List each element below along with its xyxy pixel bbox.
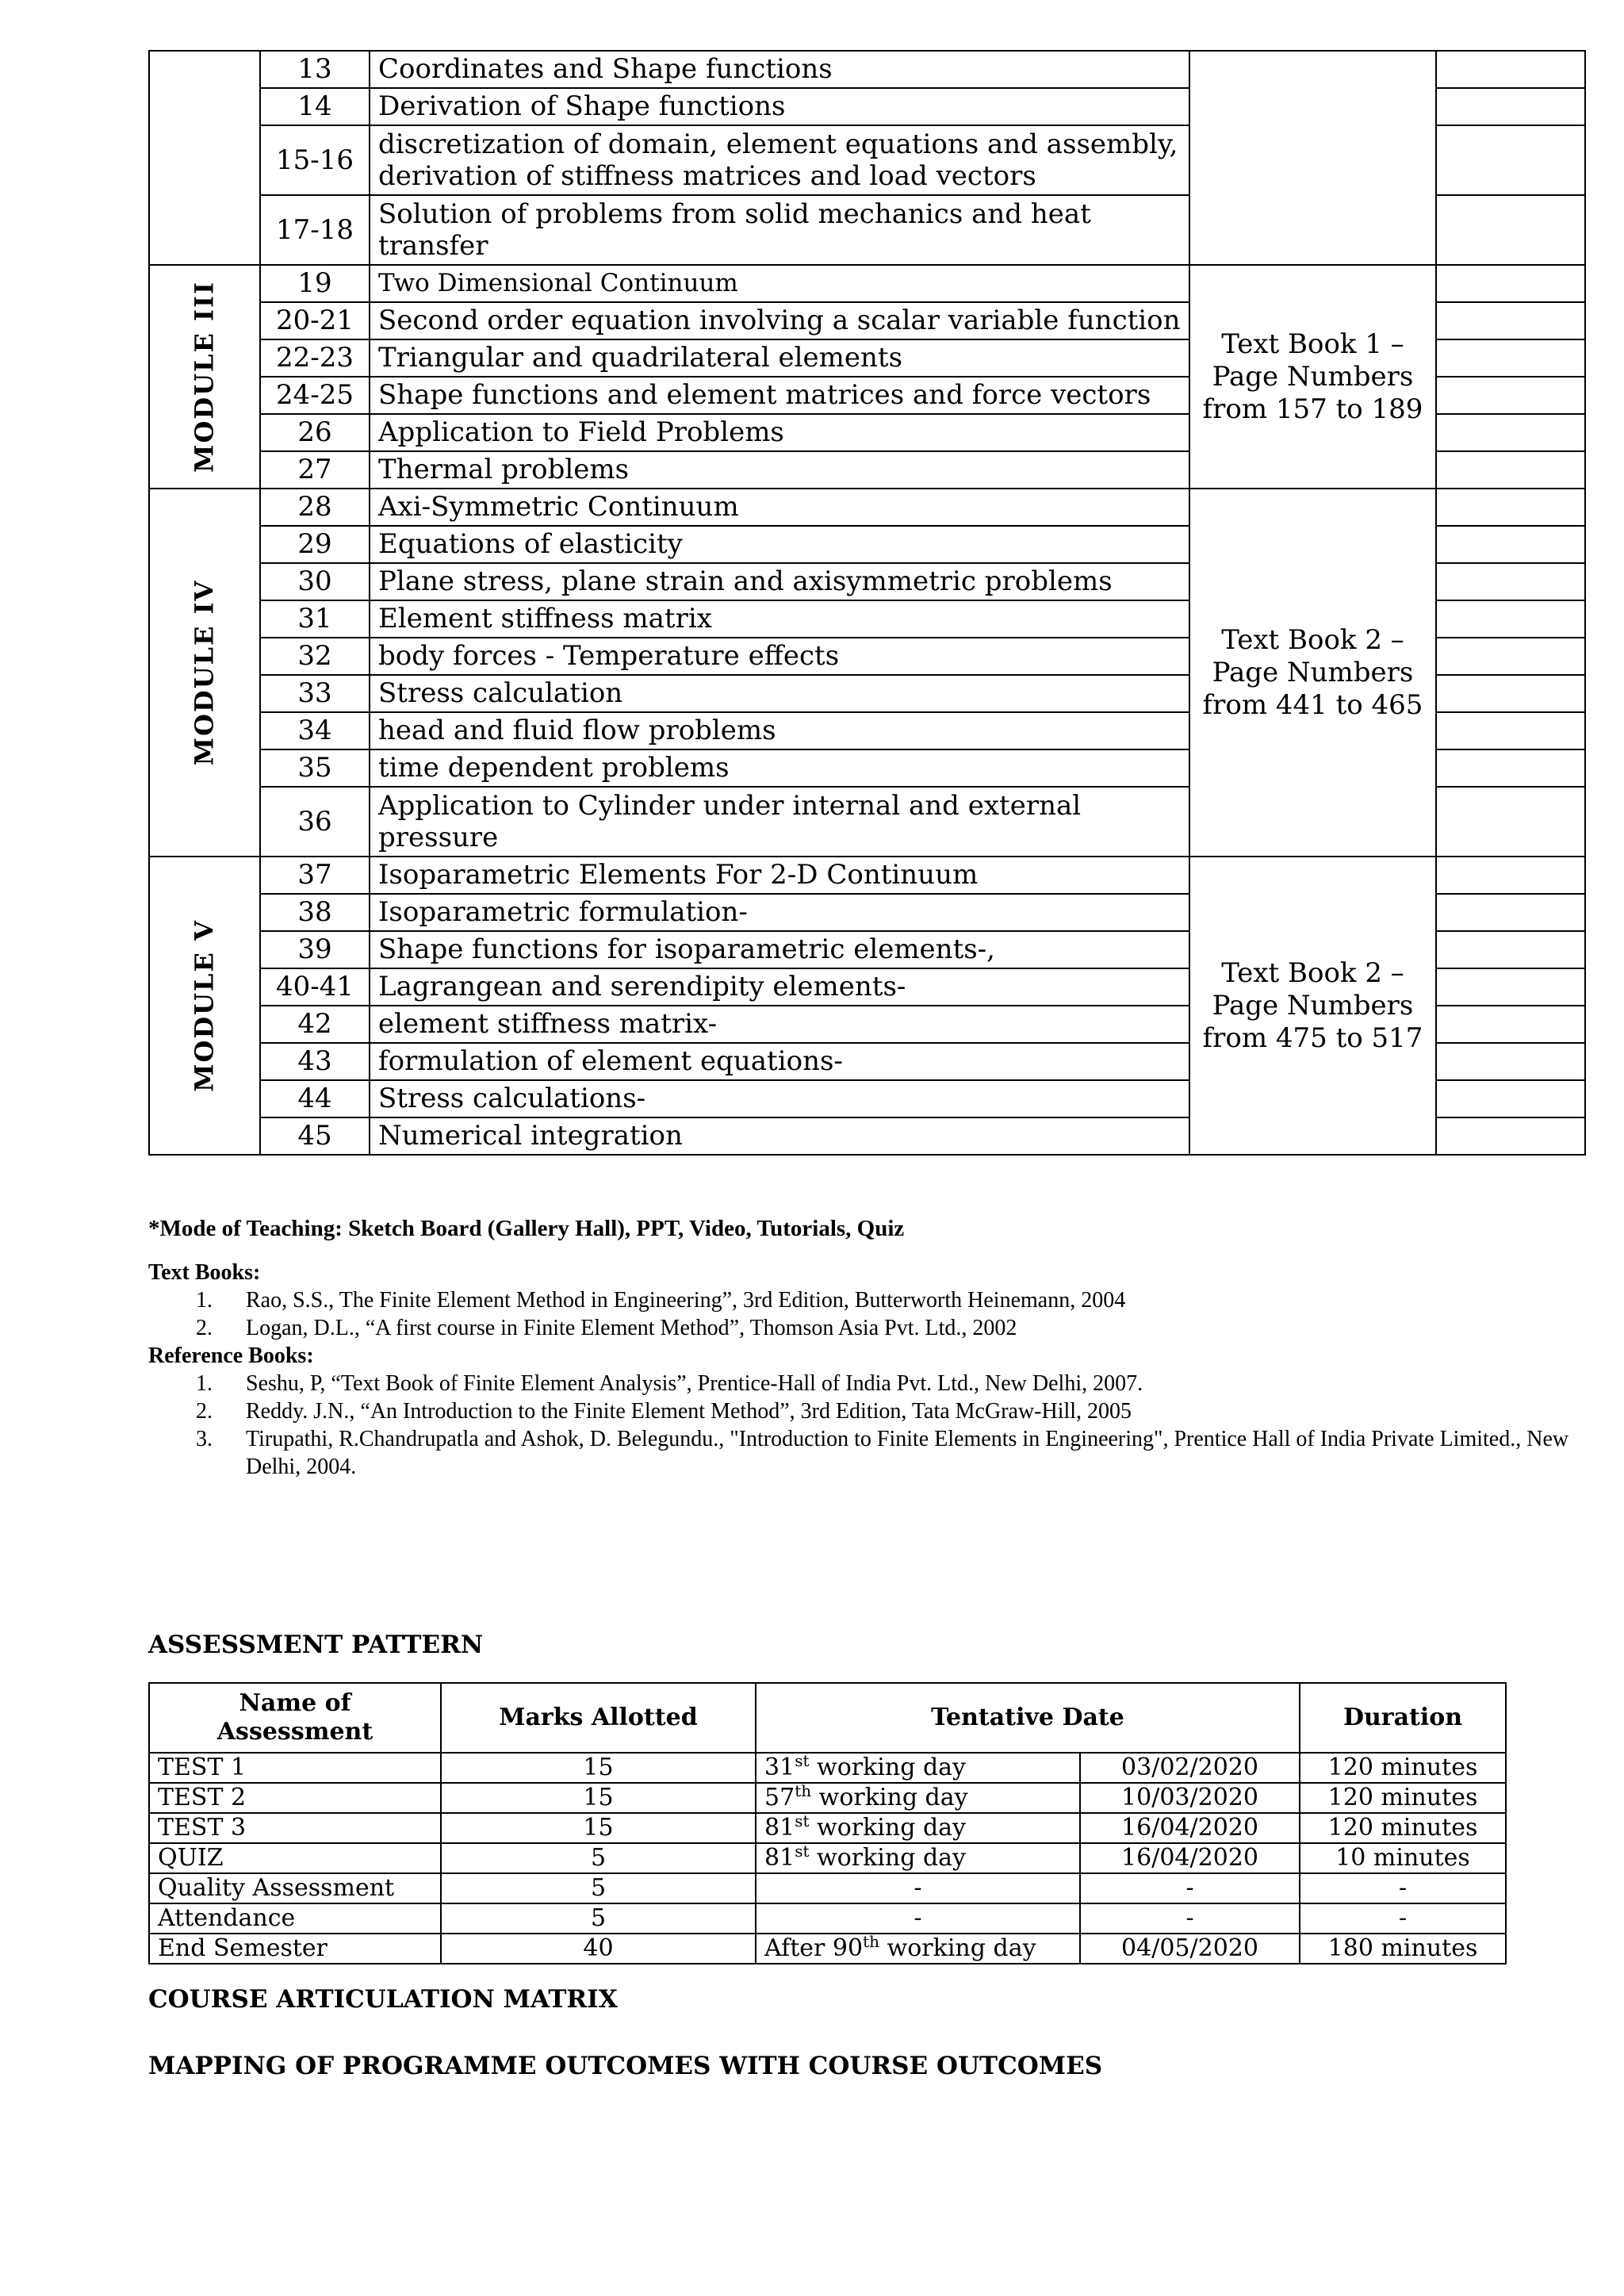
book-entry: Seshu, P, “Text Book of Finite Element Analysis”, Prentice-Hall of India Pvt. Ltd., New Delhi, 2007. xyxy=(246,1371,1143,1396)
working-day-number: 81 xyxy=(764,1814,795,1842)
session-number: 33 xyxy=(260,675,370,712)
module-cell-empty xyxy=(149,51,260,265)
working-day xyxy=(756,1783,1080,1813)
book-entry: Rao, S.S., The Finite Element Method in Engineering”, 3rd Edition, Butterworth Heinemann, 2004 xyxy=(246,1288,1126,1313)
marks-allotted: 5 xyxy=(441,1843,756,1873)
duration: - xyxy=(1300,1873,1506,1903)
duration: 120 minutes xyxy=(1300,1783,1506,1813)
remark-cell xyxy=(1436,125,1585,195)
table-header-row xyxy=(149,1683,1506,1753)
session-topic: discretization of domain, element equations and assembly, derivation of stiffness matrices and load vectors xyxy=(370,125,1189,195)
table-row xyxy=(149,489,1585,526)
session-topic: Stress calculations- xyxy=(370,1080,1189,1117)
remark-cell xyxy=(1436,894,1585,931)
session-topic: Numerical integration xyxy=(370,1117,1189,1155)
articulation-heading: COURSE ARTICULATION MATRIX xyxy=(148,1985,618,2014)
working-day xyxy=(756,1813,1080,1843)
session-topic: Plane stress, plane strain and axisymmetric problems xyxy=(370,563,1189,600)
books-section xyxy=(148,1259,1599,1481)
session-topic: Shape functions for isoparametric elements-, xyxy=(370,931,1189,968)
marks-allotted: 15 xyxy=(441,1753,756,1783)
session-number: 45 xyxy=(260,1117,370,1155)
session-number: 29 xyxy=(260,526,370,563)
working-day xyxy=(756,1843,1080,1873)
list-item xyxy=(148,1314,1599,1342)
session-topic: Shape functions and element matrices and force vectors xyxy=(370,377,1189,414)
list-item xyxy=(148,1286,1599,1314)
session-topic: Stress calculation xyxy=(370,675,1189,712)
duration: - xyxy=(1300,1903,1506,1934)
assessment-name: TEST 3 xyxy=(149,1813,441,1843)
session-number: 15-16 xyxy=(260,125,370,195)
lesson-plan-table xyxy=(148,50,1586,1156)
list-item xyxy=(148,1397,1599,1425)
column-header: Tentative Date xyxy=(756,1683,1300,1753)
marks-allotted: 40 xyxy=(441,1934,756,1964)
book-entry: Tirupathi, R.Chandrupatla and Ashok, D. Belegundu., "Introduction to Finite Elements in Engineering", Prentice Hall of India Private Limited., New Delhi, 2004. xyxy=(246,1427,1569,1479)
working-day-number: - xyxy=(914,1874,922,1902)
session-number: 37 xyxy=(260,857,370,894)
remark-cell xyxy=(1436,489,1585,526)
working-day-text: working day xyxy=(809,1844,966,1872)
working-day-text: working day xyxy=(879,1934,1036,1962)
assessment-body xyxy=(149,1753,1506,1964)
module-3-reference: Text Book 1 – Page Numbers from 157 to 189 xyxy=(1189,265,1436,489)
module-4-cell xyxy=(149,489,260,857)
remark-cell xyxy=(1436,51,1585,88)
session-topic: Equations of elasticity xyxy=(370,526,1189,563)
module-3-cell xyxy=(149,265,260,489)
session-topic: Derivation of Shape functions xyxy=(370,88,1189,125)
tentative-date: 04/05/2020 xyxy=(1080,1934,1300,1964)
remark-cell xyxy=(1436,339,1585,377)
marks-allotted: 5 xyxy=(441,1873,756,1903)
assessment-name: TEST 1 xyxy=(149,1753,441,1783)
remark-cell xyxy=(1436,1043,1585,1080)
session-number: 17-18 xyxy=(260,195,370,265)
table-row xyxy=(149,1873,1506,1903)
session-topic: time dependent problems xyxy=(370,749,1189,787)
remark-cell xyxy=(1436,195,1585,265)
module-4-label: MODULE IV xyxy=(189,579,220,766)
working-day-text: working day xyxy=(809,1814,966,1842)
session-number: 22-23 xyxy=(260,339,370,377)
tentative-date: 16/04/2020 xyxy=(1080,1843,1300,1873)
column-header: Duration xyxy=(1300,1683,1506,1753)
table-row xyxy=(149,857,1585,894)
marks-allotted: 5 xyxy=(441,1903,756,1934)
assessment-name: TEST 2 xyxy=(149,1783,441,1813)
working-day-number: - xyxy=(914,1904,922,1932)
assessment-table xyxy=(148,1682,1507,1964)
session-topic: Isoparametric Elements For 2-D Continuum xyxy=(370,857,1189,894)
session-number: 35 xyxy=(260,749,370,787)
book-entry: Logan, D.L., “A first course in Finite Element Method”, Thomson Asia Pvt. Ltd., 2002 xyxy=(246,1316,1017,1340)
session-number: 44 xyxy=(260,1080,370,1117)
remark-cell xyxy=(1436,526,1585,563)
duration: 10 minutes xyxy=(1300,1843,1506,1873)
remark-cell xyxy=(1436,638,1585,675)
remark-cell xyxy=(1436,302,1585,339)
module-3-label: MODULE III xyxy=(189,281,220,473)
session-number: 40-41 xyxy=(260,968,370,1006)
session-topic: Two Dimensional Continuum xyxy=(370,265,1189,302)
session-topic: Thermal problems xyxy=(370,451,1189,489)
remark-cell xyxy=(1436,931,1585,968)
table-row xyxy=(149,51,1585,88)
assessment-name: QUIZ xyxy=(149,1843,441,1873)
working-day xyxy=(756,1873,1080,1903)
session-number: 39 xyxy=(260,931,370,968)
assessment-heading: ASSESSMENT PATTERN xyxy=(148,1631,484,1659)
module-5-cell xyxy=(149,857,260,1155)
tentative-date: - xyxy=(1080,1903,1300,1934)
text-books-heading: Text Books: xyxy=(148,1260,261,1285)
table-row xyxy=(149,1813,1506,1843)
marks-allotted: 15 xyxy=(441,1813,756,1843)
working-day-text: working day xyxy=(811,1784,968,1811)
session-topic: formulation of element equations- xyxy=(370,1043,1189,1080)
table-row xyxy=(149,1843,1506,1873)
list-number: 1. xyxy=(196,1371,213,1396)
session-number: 31 xyxy=(260,600,370,638)
mapping-heading: MAPPING OF PROGRAMME OUTCOMES WITH COURSE OUTCOMES xyxy=(148,2052,1103,2080)
session-number: 38 xyxy=(260,894,370,931)
list-number: 1. xyxy=(196,1288,213,1313)
remark-cell xyxy=(1436,787,1585,857)
column-header: Marks Allotted xyxy=(441,1683,756,1753)
session-topic: Axi-Symmetric Continuum xyxy=(370,489,1189,526)
ordinal-suffix: st xyxy=(795,1843,810,1861)
remark-cell xyxy=(1436,414,1585,451)
tentative-date: 10/03/2020 xyxy=(1080,1783,1300,1813)
session-topic: Second order equation involving a scalar variable function xyxy=(370,302,1189,339)
module-5-label: MODULE V xyxy=(189,919,220,1092)
list-item xyxy=(148,1370,1599,1397)
session-topic: Isoparametric formulation- xyxy=(370,894,1189,931)
list-number: 2. xyxy=(196,1399,213,1424)
table-row xyxy=(149,265,1585,302)
session-number: 42 xyxy=(260,1006,370,1043)
duration: 120 minutes xyxy=(1300,1813,1506,1843)
session-number: 36 xyxy=(260,787,370,857)
working-day-number: 31 xyxy=(764,1754,795,1781)
duration: 180 minutes xyxy=(1300,1934,1506,1964)
working-day-number: 81 xyxy=(764,1844,795,1872)
marks-allotted: 15 xyxy=(441,1783,756,1813)
session-number: 32 xyxy=(260,638,370,675)
session-topic: Element stiffness matrix xyxy=(370,600,1189,638)
remark-cell xyxy=(1436,1006,1585,1043)
session-number: 30 xyxy=(260,563,370,600)
session-number: 43 xyxy=(260,1043,370,1080)
remark-cell xyxy=(1436,377,1585,414)
working-day xyxy=(756,1903,1080,1934)
remark-cell xyxy=(1436,1080,1585,1117)
table-row xyxy=(149,1934,1506,1964)
assessment-name: Quality Assessment xyxy=(149,1873,441,1903)
session-number: 34 xyxy=(260,712,370,749)
session-topic: body forces - Temperature effects xyxy=(370,638,1189,675)
session-number: 13 xyxy=(260,51,370,88)
tentative-date: - xyxy=(1080,1873,1300,1903)
session-topic: Application to Field Problems xyxy=(370,414,1189,451)
assessment-name: End Semester xyxy=(149,1934,441,1964)
working-day xyxy=(756,1753,1080,1783)
session-topic: Triangular and quadrilateral elements xyxy=(370,339,1189,377)
mode-of-teaching-note: *Mode of Teaching: Sketch Board (Gallery Hall), PPT, Video, Tutorials, Quiz xyxy=(148,1216,905,1241)
tentative-date: 16/04/2020 xyxy=(1080,1813,1300,1843)
session-number: 19 xyxy=(260,265,370,302)
session-topic: Solution of problems from solid mechanics and heat transfer xyxy=(370,195,1189,265)
remark-cell xyxy=(1436,451,1585,489)
tentative-date: 03/02/2020 xyxy=(1080,1753,1300,1783)
list-number: 2. xyxy=(196,1316,213,1340)
table-row xyxy=(149,1903,1506,1934)
remark-cell xyxy=(1436,968,1585,1006)
remark-cell xyxy=(1436,563,1585,600)
remark-cell xyxy=(1436,265,1585,302)
remark-cell xyxy=(1436,712,1585,749)
column-header: Name of Assessment xyxy=(149,1683,441,1753)
table-row xyxy=(149,1783,1506,1813)
book-entry: Reddy. J.N., “An Introduction to the Finite Element Method”, 3rd Edition, Tata McGraw-Hill, 2005 xyxy=(246,1399,1132,1424)
reference-cell-empty xyxy=(1189,51,1436,265)
ordinal-suffix: th xyxy=(863,1934,880,1951)
list-number: 3. xyxy=(196,1427,213,1451)
reference-books-heading: Reference Books: xyxy=(148,1343,314,1368)
session-number: 28 xyxy=(260,489,370,526)
table-row xyxy=(149,1753,1506,1783)
list-item xyxy=(148,1425,1599,1481)
remark-cell xyxy=(1436,857,1585,894)
session-topic: head and fluid flow problems xyxy=(370,712,1189,749)
session-number: 24-25 xyxy=(260,377,370,414)
session-number: 14 xyxy=(260,88,370,125)
ordinal-suffix: th xyxy=(795,1783,812,1800)
session-number: 26 xyxy=(260,414,370,451)
ordinal-suffix: st xyxy=(795,1813,810,1830)
assessment-name: Attendance xyxy=(149,1903,441,1934)
remark-cell xyxy=(1436,88,1585,125)
working-day-number: 57 xyxy=(764,1784,795,1811)
session-topic: Application to Cylinder under internal and external pressure xyxy=(370,787,1189,857)
session-topic: Coordinates and Shape functions xyxy=(370,51,1189,88)
remark-cell xyxy=(1436,600,1585,638)
session-number: 20-21 xyxy=(260,302,370,339)
working-day xyxy=(756,1934,1080,1964)
duration: 120 minutes xyxy=(1300,1753,1506,1783)
ordinal-suffix: st xyxy=(795,1753,810,1770)
remark-cell xyxy=(1436,675,1585,712)
remark-cell xyxy=(1436,1117,1585,1155)
working-day-number: After 90 xyxy=(764,1934,864,1962)
module-4-reference: Text Book 2 – Page Numbers from 441 to 465 xyxy=(1189,489,1436,857)
working-day-text: working day xyxy=(809,1754,966,1781)
module-5-reference: Text Book 2 – Page Numbers from 475 to 517 xyxy=(1189,857,1436,1155)
remark-cell xyxy=(1436,749,1585,787)
session-topic: element stiffness matrix- xyxy=(370,1006,1189,1043)
session-number: 27 xyxy=(260,451,370,489)
session-topic: Lagrangean and serendipity elements- xyxy=(370,968,1189,1006)
